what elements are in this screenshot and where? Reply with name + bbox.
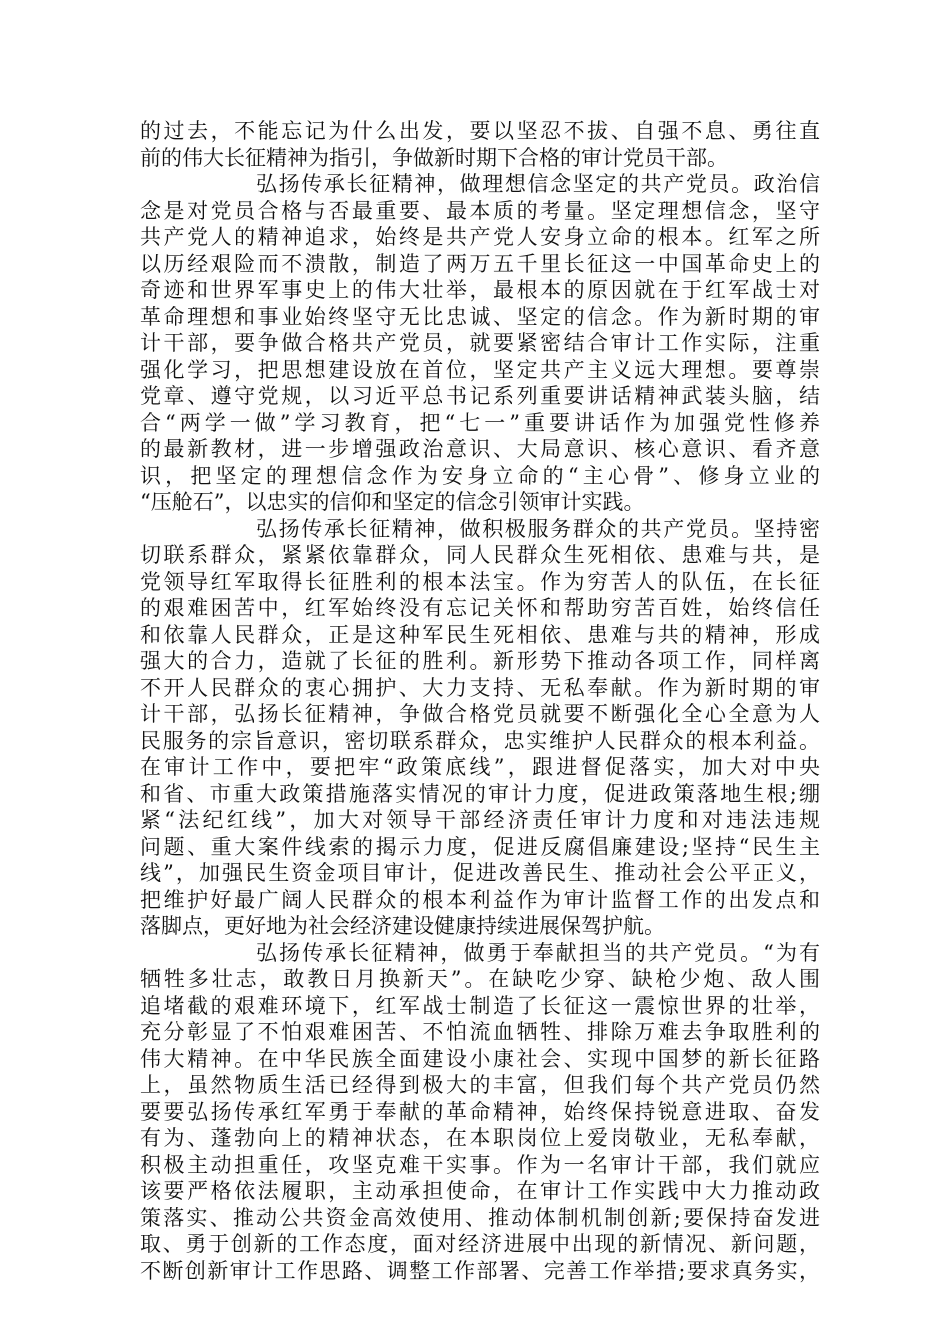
text-line: 有为、蓬勃向上的精神状态，在本职岗位上爱岗敬业，无私奉献， [140, 1126, 820, 1150]
text-line: 要要弘扬传承红军勇于奉献的革命精神，始终保持锐意进取、奋发 [140, 1099, 820, 1124]
text-line: 革命理想和事业始终坚守无比忠诚、坚定的信念。作为新时期的审 [140, 304, 820, 329]
text-line: 和省、市重大政策措施落实情况的审计力度，促进政策落地生根;绷 [140, 781, 820, 806]
text-line: 以历经艰险而不溃散，制造了两万五千里长征这一中国革命史上的 [140, 251, 820, 276]
paragraph-first-line: 弘扬传承长征精神，做勇于奉献担当的共产党员。“为有 [256, 940, 820, 965]
text-line: 不断创新审计工作思路、调整工作部署、完善工作举措;要求真务实， [140, 1258, 820, 1283]
text-line: 强大的合力，造就了长征的胜利。新形势下推动各项工作，同样离 [140, 649, 820, 673]
text-line: 充分彰显了不怕艰难困苦、不怕流血牺牲、排除万难去争取胜利的 [140, 1020, 820, 1044]
text-line: 伟大精神。在中华民族全面建设小康社会、实现中国梦的新长征路 [140, 1046, 820, 1071]
text-line: 强化学习，把思想建设放在首位，坚定共产主义远大理想。要尊崇 [140, 357, 820, 382]
text-line: 落脚点，更好地为社会经济建设健康持续进展保驾护航。 [140, 914, 665, 938]
text-line: 和依靠人民群众，正是这种军民生死相依、患难与共的精神，形成 [140, 622, 820, 647]
text-line: 策落实、推动公共资金高效使用、推动体制机制创新;要保持奋发进 [140, 1205, 820, 1230]
paragraph-first-line: 弘扬传承长征精神，做理想信念坚定的共产党员。政治信 [256, 172, 820, 196]
text-line: 积极主动担重任，攻坚克难干实事。作为一名审计干部，我们就应 [140, 1152, 820, 1177]
text-line: 合“两学一做”学习教育，把“七一”重要讲话作为加强党性修养 [140, 410, 820, 435]
text-line: 计干部，要争做合格共产党员，就要紧密结合审计工作实际，注重 [140, 331, 820, 355]
text-line: 该要严格依法履职，主动承担使命，在审计工作实践中大力推动政 [140, 1179, 820, 1203]
text-line: 牺牲多壮志，敢教日月换新天”。在缺吃少穿、缺枪少炮、敌人围 [140, 967, 820, 991]
text-line: 切联系群众，紧紧依靠群众，同人民群众生死相依、患难与共，是 [140, 543, 820, 567]
text-line: 的艰难困苦中，红军始终没有忘记关怀和帮助穷苦百姓，始终信任 [140, 596, 820, 620]
paragraph-first-line: 弘扬传承长征精神，做积极服务群众的共产党员。坚持密 [256, 516, 820, 541]
text-line: 共产党人的精神追求，始终是共产党人安身立命的根本。红军之所 [140, 225, 820, 249]
text-line: 识，把坚定的理想信念作为安身立命的“主心骨”、修身立业的 [140, 463, 820, 488]
text-line: 把维护好最广阔人民群众的根本利益作为审计监督工作的出发点和 [140, 887, 820, 912]
text-line: 取、勇于创新的工作态度，面对经济进展中出现的新情况、新问题， [140, 1232, 820, 1256]
text-line: 紧“法纪红线”，加大对领导干部经济责任审计力度和对违法违规 [140, 808, 820, 832]
text-line: 追堵截的艰难环境下，红军战士制造了长征这一震惊世界的壮举， [140, 993, 820, 1018]
text-line: 上，虽然物质生活已经得到极大的丰富，但我们每个共产党员仍然 [140, 1073, 820, 1097]
text-line: 问题、重大案件线索的揭示力度，促进反腐倡廉建设;坚持“民生主 [140, 834, 820, 859]
text-line: 前的伟大长征精神为指引，争做新时期下合格的审计党员干部。 [140, 145, 728, 170]
text-line: 计干部，弘扬长征精神，争做合格党员就要不断强化全心全意为人 [140, 702, 820, 726]
text-line: 的过去，不能忘记为什么出发，要以坚忍不拔、自强不息、勇往直 [140, 119, 820, 143]
text-line: 党章、遵守党规，以习近平总书记系列重要讲话精神武装头脑，结 [140, 384, 820, 408]
text-line: 的最新教材，进一步增强政治意识、大局意识、核心意识、看齐意 [140, 437, 820, 461]
text-line: 念是对党员合格与否最重要、最本质的考量。坚定理想信念，坚守 [140, 198, 820, 223]
text-line: 奇迹和世界军事史上的伟大壮举，最根本的原因就在于红军战士对 [140, 278, 820, 302]
text-line: “压舱石”，以忠实的信仰和坚定的信念引领审计实践。 [140, 490, 645, 514]
text-line: 不开人民群众的衷心拥护、大力支持、无私奉献。作为新时期的审 [140, 675, 820, 700]
text-line: 民服务的宗旨意识，密切联系群众，忠实维护人民群众的根本利益。 [140, 728, 820, 753]
text-line: 线”，加强民生资金项目审计，促进改善民生、推动社会公平正义， [140, 861, 820, 885]
text-line: 党领导红军取得长征胜利的根本法宝。作为穷苦人的队伍，在长征 [140, 569, 820, 594]
text-line: 在审计工作中，要把牢“政策底线”，跟进督促落实，加大对中央 [140, 755, 820, 779]
document-page [140, 118, 820, 1284]
